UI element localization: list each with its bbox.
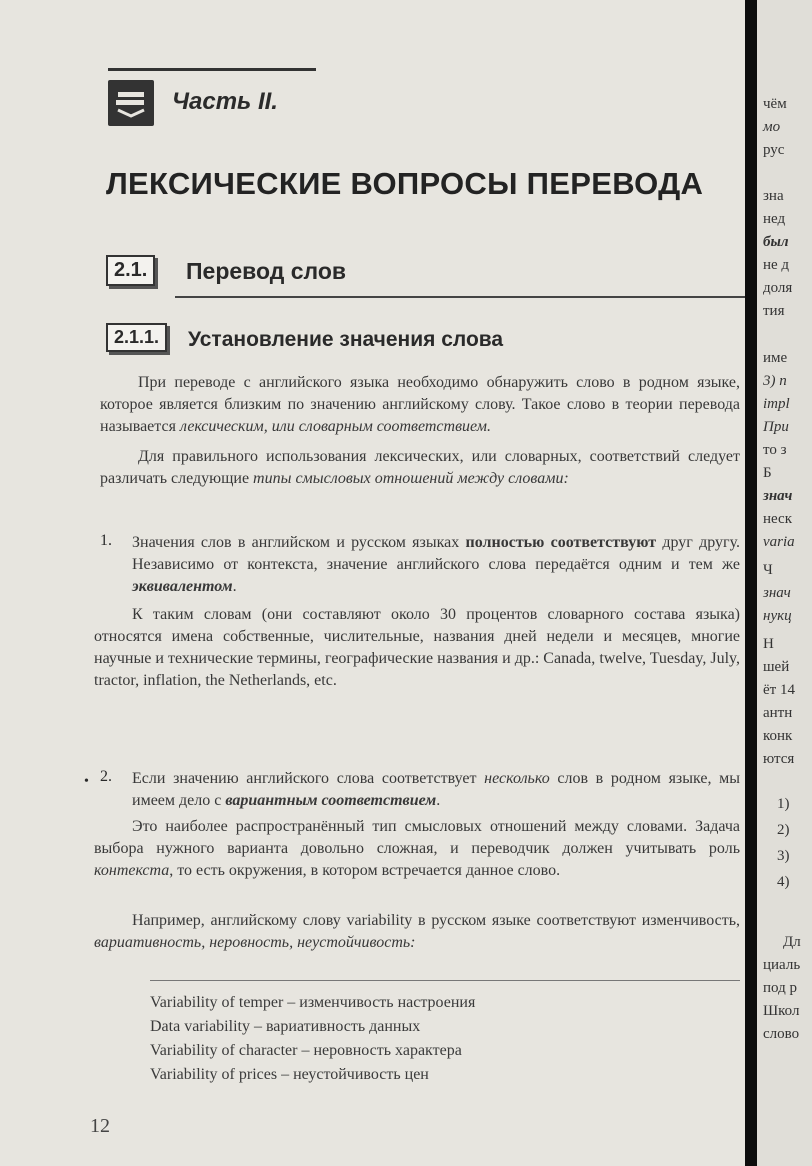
right-fragment: неск xyxy=(763,511,793,527)
item-1-paragraph-2: К таким словам (они составляют около 30 процентов словарного состава языка) относятся имена собственные, числительные, названия дней недели и месяцев, многие научные и технические термины, географические названия и др.: Canada, twelve, Tuesday, July, tractor, inflation, the Netherlands, etc. xyxy=(94,606,740,689)
right-fragment: был xyxy=(763,234,789,250)
right-fragment: Дл xyxy=(783,934,801,950)
part-rule xyxy=(108,68,316,71)
right-fragment: циаль xyxy=(763,957,801,973)
right-fragment: 3) xyxy=(777,848,790,864)
item-2-number: 2. xyxy=(100,768,112,785)
right-fragment: мо xyxy=(763,119,781,135)
right-fragment: шей xyxy=(763,659,790,675)
right-fragment: нукц xyxy=(763,608,792,624)
item-2-p2-italic: контекста xyxy=(94,862,170,879)
bullet-mark: • xyxy=(84,774,89,789)
item-2-text-b: слов в родном языке, мы имеем дело с xyxy=(132,770,741,809)
intro-text: При переводе с английского языка необходимо обнаружить слово в родном языке, которое является близким по значению английскому слову. Такое слово в теории перевода называется xyxy=(100,374,740,435)
subsection-title: Установление значения слова xyxy=(188,328,504,351)
right-fragment: Школ xyxy=(763,1003,800,1019)
item-2-paragraph-3 xyxy=(94,910,740,954)
right-fragment: тия xyxy=(763,303,785,319)
book-spine xyxy=(745,0,757,1166)
right-fragment: 3) п xyxy=(763,373,787,389)
intro-italic: лексическим, или словарным соответствием. xyxy=(179,418,491,435)
right-fragment: 1) xyxy=(777,796,790,812)
item-2-italic: несколько xyxy=(484,770,550,787)
right-fragment: чём xyxy=(763,96,787,112)
part-title: Часть II. xyxy=(172,88,278,115)
page-number: 12 xyxy=(90,1115,110,1137)
right-fragment: слово xyxy=(763,1026,800,1042)
right-fragment: impl xyxy=(763,396,790,412)
right-fragment: зна xyxy=(763,188,784,204)
section-title: Перевод слов xyxy=(186,258,347,284)
books-icon xyxy=(108,80,154,126)
right-fragment: Б xyxy=(763,465,772,481)
right-fragment: под р xyxy=(763,980,797,996)
right-fragment: антн xyxy=(763,705,793,721)
right-fragment: доля xyxy=(763,280,793,296)
item-1-number: 1. xyxy=(100,532,112,549)
intro-italic-2: типы смысловых отношений между словами: xyxy=(253,470,569,487)
item-1-end: . xyxy=(232,578,237,595)
subsection-number: 2.1.1. xyxy=(106,323,167,352)
right-fragment: знач xyxy=(763,585,791,601)
example-line: Variability of temper – изменчивость настроения xyxy=(150,994,476,1011)
right-page xyxy=(757,0,812,1166)
item-2-term: вариантным соответствием xyxy=(225,792,437,809)
example-line: Data variability – вариативность данных xyxy=(150,1018,421,1035)
right-fragment: При xyxy=(763,419,789,435)
right-fragment: ёт 14 xyxy=(763,682,795,698)
item-1-text-b: друг другу. Независимо от контекста, значение английского слова передаётся одним и тем же xyxy=(132,534,741,573)
right-fragment: 4) xyxy=(777,874,790,890)
section-rule xyxy=(175,296,745,298)
intro-paragraph-2 xyxy=(100,446,740,490)
item-2-text: Если значению английского слова соответствует xyxy=(132,770,477,787)
item-1-paragraph xyxy=(132,532,740,598)
item-1-term: эквивалентом xyxy=(132,578,233,595)
right-fragment: Ч xyxy=(763,562,773,578)
right-fragment: Н xyxy=(763,636,774,652)
item-2-p2-text-b: , то есть окружения, в котором встречается данное слово. xyxy=(169,862,561,879)
right-fragment: не д xyxy=(763,257,790,273)
item-1-bold: полностью соответствуют xyxy=(465,534,657,551)
item-2-paragraph-2 xyxy=(94,816,740,882)
right-fragment: конк xyxy=(763,728,793,744)
right-fragment: рус xyxy=(763,142,785,158)
intro-paragraph-1 xyxy=(100,372,740,438)
item-2-end: . xyxy=(436,792,441,809)
right-fragment: ются xyxy=(763,751,795,767)
examples-rule xyxy=(150,980,740,981)
item-2-p2-text: Это наиболее распространённый тип смысловых отношений между словами. Задача выбора нужного варианта довольно сложная, и переводчик должен учитывать роль xyxy=(94,818,740,857)
intro-text-2: Для правильного использования лексических, или словарных, соответствий следует различать следующие xyxy=(100,448,740,487)
item-2-p3-italic: вариативность, неровность, неустойчивость: xyxy=(94,934,416,951)
item-2-p3-text: Например, английскому слову variability в русском языке соответствуют изменчивость, xyxy=(132,912,740,929)
right-fragment: име xyxy=(763,350,788,366)
right-fragment: нед xyxy=(763,211,786,227)
right-fragment: знач xyxy=(763,488,793,504)
section-number: 2.1. xyxy=(106,255,155,286)
item-1-text: Значения слов в английском и русском языках xyxy=(132,534,460,551)
right-fragment: то з xyxy=(763,442,787,458)
example-line: Variability of prices – неустойчивость цен xyxy=(150,1066,429,1083)
right-fragment: varia xyxy=(763,534,795,550)
item-2-paragraph xyxy=(132,768,740,812)
right-fragment: 2) xyxy=(777,822,790,838)
chapter-title: ЛЕКСИЧЕСКИЕ ВОПРОСЫ ПЕРЕВОДА xyxy=(106,166,704,201)
example-line: Variability of character – неровность характера xyxy=(150,1042,462,1059)
